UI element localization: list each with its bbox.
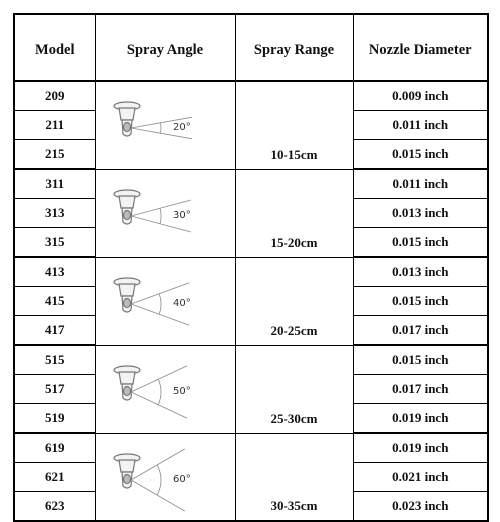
diameter-cell: 0.017 inch [353, 316, 488, 346]
header-model: Model [14, 14, 95, 81]
model-cell: 415 [14, 287, 95, 316]
diameter-cell: 0.013 inch [353, 257, 488, 287]
nozzle-group [14, 257, 488, 345]
model-cell: 211 [14, 111, 95, 140]
table-row [14, 169, 488, 199]
model-cell: 413 [14, 257, 95, 287]
diameter-cell: 0.019 inch [353, 433, 488, 463]
spray-tip-nozzle-icon [105, 178, 225, 248]
model-cell: 215 [14, 140, 95, 170]
model-cell: 621 [14, 463, 95, 492]
header-row [14, 14, 488, 81]
diameter-cell: 0.011 inch [353, 169, 488, 199]
spray-angle-cell [95, 345, 235, 433]
nozzle-body [114, 366, 140, 400]
nozzle-body [114, 102, 140, 136]
spray-angle-cell [95, 257, 235, 345]
spray-angle-cell [95, 81, 235, 169]
model-cell: 623 [14, 492, 95, 522]
nozzle-group [14, 433, 488, 521]
nozzle-group [14, 81, 488, 169]
spray-angle-arc [160, 208, 161, 224]
spray-range-cell: 30-35cm [235, 433, 353, 521]
nozzle-body [114, 190, 140, 224]
spray-tip-nozzle-icon [105, 266, 225, 336]
model-cell: 417 [14, 316, 95, 346]
model-cell: 515 [14, 345, 95, 375]
spray-angle-cell [95, 433, 235, 521]
angle-label: 30° [173, 210, 191, 221]
spray-tip-nozzle-icon [105, 354, 225, 424]
nozzle-spec-table [13, 13, 489, 522]
diameter-cell: 0.015 inch [353, 345, 488, 375]
angle-label: 40° [173, 298, 191, 309]
header-nozzle-diameter: Nozzle Diameter [353, 14, 488, 81]
diameter-cell: 0.013 inch [353, 199, 488, 228]
angle-label: 50° [173, 386, 191, 397]
diameter-cell: 0.019 inch [353, 404, 488, 434]
diameter-cell: 0.015 inch [353, 140, 488, 170]
spray-angle-cell [95, 169, 235, 257]
spray-range-cell: 10-15cm [235, 81, 353, 169]
nozzle-body [114, 278, 140, 312]
spray-angle-arc [158, 379, 161, 404]
nozzle-group [14, 169, 488, 257]
model-cell: 315 [14, 228, 95, 258]
nozzle-spec-sheet [13, 13, 487, 493]
table-row [14, 81, 488, 111]
spray-tip-nozzle-icon [105, 90, 225, 160]
spray-range-cell: 25-30cm [235, 345, 353, 433]
angle-label: 60° [173, 474, 191, 485]
model-cell: 517 [14, 375, 95, 404]
diameter-cell: 0.015 inch [353, 228, 488, 258]
model-cell: 519 [14, 404, 95, 434]
model-cell: 311 [14, 169, 95, 199]
nozzle-group [14, 345, 488, 433]
diameter-cell: 0.017 inch [353, 375, 488, 404]
header-spray-angle: Spray Angle [95, 14, 235, 81]
diameter-cell: 0.015 inch [353, 287, 488, 316]
header-spray-range: Spray Range [235, 14, 353, 81]
table-row [14, 257, 488, 287]
model-cell: 313 [14, 199, 95, 228]
spray-range-cell: 15-20cm [235, 169, 353, 257]
diameter-cell: 0.011 inch [353, 111, 488, 140]
diameter-cell: 0.021 inch [353, 463, 488, 492]
spray-tip-nozzle-icon [105, 442, 225, 512]
table-row [14, 433, 488, 463]
table-row [14, 345, 488, 375]
spray-angle-arc [159, 294, 161, 315]
model-cell: 619 [14, 433, 95, 463]
diameter-cell: 0.023 inch [353, 492, 488, 522]
spray-angle-arc [157, 465, 161, 495]
spray-range-cell: 20-25cm [235, 257, 353, 345]
model-cell: 209 [14, 81, 95, 111]
diameter-cell: 0.009 inch [353, 81, 488, 111]
angle-label: 20° [173, 122, 191, 133]
